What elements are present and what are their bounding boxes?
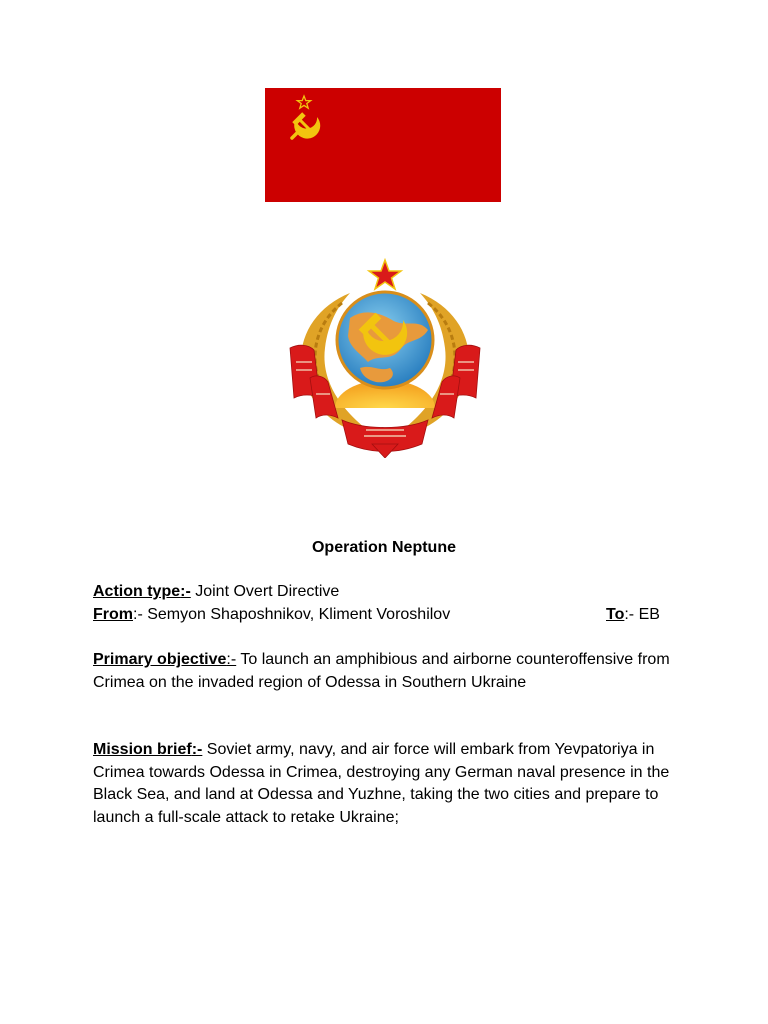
- soviet-flag-icon: [265, 88, 501, 202]
- action-type-row: [93, 581, 673, 604]
- primary-objective-paragraph: [93, 649, 673, 694]
- mission-brief-separator: :-: [191, 741, 203, 758]
- mission-brief-paragraph: [93, 739, 673, 829]
- to-value: EB: [634, 606, 660, 623]
- action-type-separator: :-: [180, 583, 191, 600]
- to-separator: :-: [624, 606, 635, 623]
- primary-objective-label: Primary objective: [93, 651, 227, 668]
- from-label: From: [93, 606, 133, 623]
- from-value: Semyon Shaposhnikov, Kliment Voroshilov: [142, 606, 451, 623]
- mission-brief-value: Soviet army, navy, and air force will embark from Yevpatoriya in Crimea towards Odessa in Crimea, destroying any German naval presence in the Black Sea, and land at Odessa and Yuzhne, taking the two cities and prepare to launch a full-scale attack to retake Ukraine;: [93, 741, 670, 826]
- soviet-coat-of-arms-icon: [280, 258, 490, 458]
- from-separator: :-: [133, 606, 143, 623]
- mission-brief-label: Mission brief: [93, 741, 192, 758]
- to-row: [606, 604, 660, 627]
- to-label: To: [606, 606, 625, 623]
- action-type-value: Joint Overt Directive: [190, 583, 340, 600]
- primary-objective-value: To launch an amphibious and airborne counteroffensive from Crimea on the invaded region of Odessa in Southern Ukraine: [93, 651, 670, 691]
- document-title: Operation Neptune: [311, 539, 456, 556]
- primary-objective-separator: :-: [226, 651, 237, 668]
- from-row: [93, 604, 673, 627]
- action-type-label: Action type: [93, 583, 181, 600]
